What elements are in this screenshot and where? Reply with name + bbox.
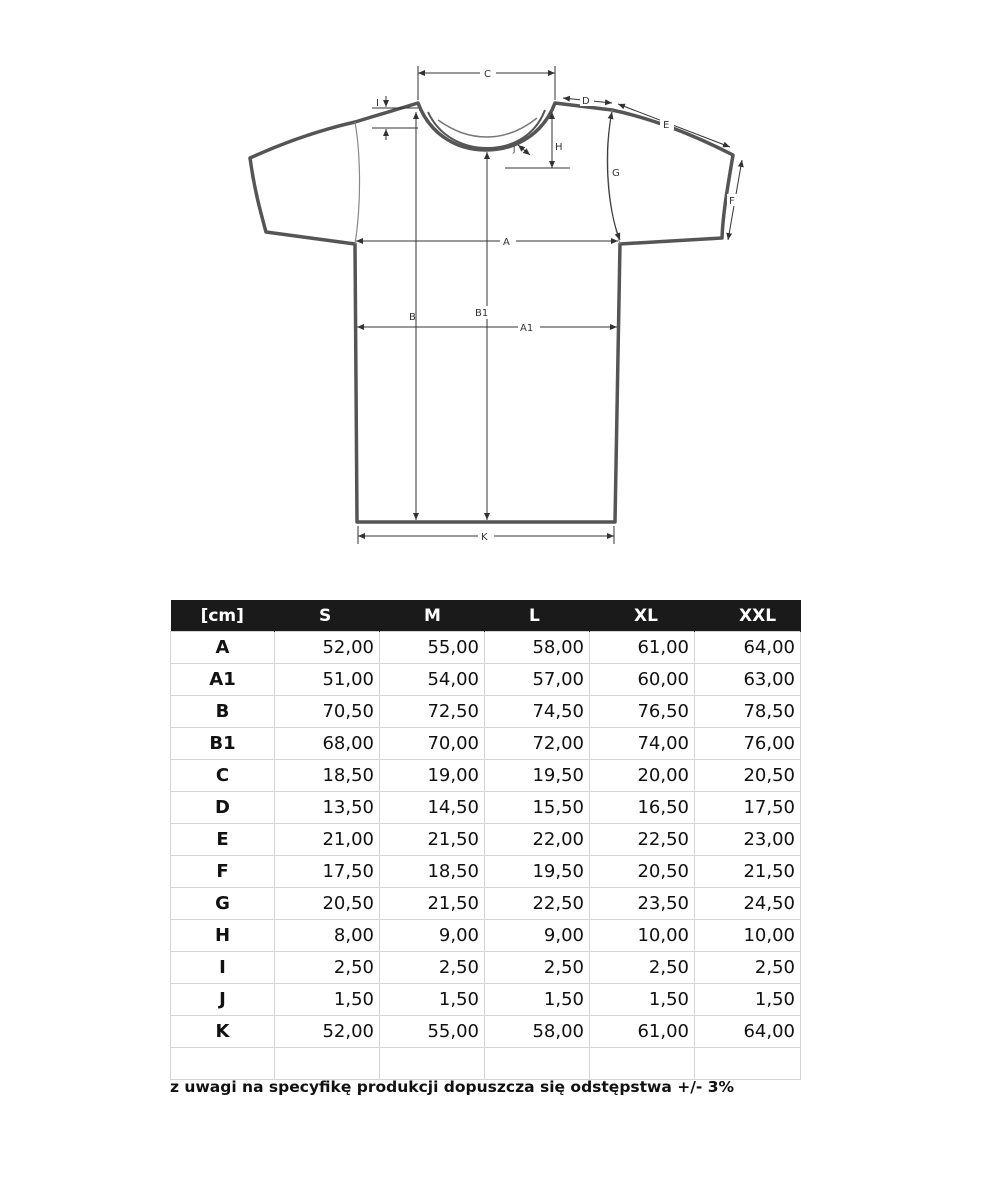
table-cell: 14,50 [380, 792, 485, 824]
row-label: E [171, 824, 275, 856]
size-header-xxl: XXL [695, 600, 801, 632]
size-table-body [171, 632, 801, 1080]
table-cell: 68,00 [275, 728, 380, 760]
table-row [171, 760, 801, 792]
row-label: C [171, 760, 275, 792]
table-cell: 2,50 [590, 952, 695, 984]
table-cell: 64,00 [695, 1016, 801, 1048]
tshirt-measurement-diagram [0, 0, 1000, 580]
table-cell: 2,50 [695, 952, 801, 984]
row-label: H [171, 920, 275, 952]
empty-cell [590, 1048, 695, 1080]
label-a: A [503, 237, 510, 248]
collar-rib-line [438, 118, 537, 137]
table-cell: 72,50 [380, 696, 485, 728]
table-row [171, 664, 801, 696]
table-row [171, 920, 801, 952]
table-cell: 9,00 [380, 920, 485, 952]
table-cell: 19,50 [485, 856, 590, 888]
label-f: F [729, 196, 735, 207]
table-cell: 18,50 [380, 856, 485, 888]
table-row [171, 856, 801, 888]
measure-j-line [518, 145, 530, 155]
table-cell: 52,00 [275, 632, 380, 664]
table-cell: 23,50 [590, 888, 695, 920]
row-label: B [171, 696, 275, 728]
table-cell: 76,50 [590, 696, 695, 728]
table-row [171, 952, 801, 984]
tolerance-note: z uwagi na specyfikę produkcji dopuszcza się odstępstwa +/- 3% [170, 1078, 735, 1096]
table-cell: 8,00 [275, 920, 380, 952]
row-label: J [171, 984, 275, 1016]
collar-inner-line [428, 110, 545, 148]
table-cell: 20,50 [275, 888, 380, 920]
table-cell: 55,00 [380, 632, 485, 664]
table-cell: 78,50 [695, 696, 801, 728]
row-label: I [171, 952, 275, 984]
table-row [171, 824, 801, 856]
table-cell: 64,00 [695, 632, 801, 664]
table-row [171, 792, 801, 824]
table-cell: 55,00 [380, 1016, 485, 1048]
label-b: B [409, 312, 416, 323]
table-cell: 2,50 [275, 952, 380, 984]
table-cell: 60,00 [590, 664, 695, 696]
table-cell: 16,50 [590, 792, 695, 824]
empty-cell [695, 1048, 801, 1080]
table-cell: 10,00 [590, 920, 695, 952]
table-cell: 1,50 [590, 984, 695, 1016]
table-cell: 22,00 [485, 824, 590, 856]
table-row [171, 984, 801, 1016]
table-cell: 70,50 [275, 696, 380, 728]
label-k: K [481, 532, 488, 543]
table-cell: 19,50 [485, 760, 590, 792]
size-header-m: M [380, 600, 485, 632]
label-h: H [555, 142, 563, 153]
empty-cell [485, 1048, 590, 1080]
table-cell: 76,00 [695, 728, 801, 760]
table-cell: 2,50 [380, 952, 485, 984]
row-label: A1 [171, 664, 275, 696]
table-cell: 1,50 [275, 984, 380, 1016]
table-cell: 51,00 [275, 664, 380, 696]
label-a1: A1 [520, 323, 534, 334]
table-cell: 21,00 [275, 824, 380, 856]
table-cell: 1,50 [485, 984, 590, 1016]
table-cell: 19,00 [380, 760, 485, 792]
table-cell: 1,50 [695, 984, 801, 1016]
label-d: D [582, 96, 590, 107]
size-table [170, 600, 801, 1080]
table-cell: 2,50 [485, 952, 590, 984]
table-cell: 13,50 [275, 792, 380, 824]
label-b1: B1 [475, 308, 489, 319]
table-cell: 24,50 [695, 888, 801, 920]
table-cell: 23,00 [695, 824, 801, 856]
table-cell: 74,50 [485, 696, 590, 728]
size-table-header-row [171, 600, 801, 632]
table-row [171, 1016, 801, 1048]
label-j: J [513, 145, 516, 154]
table-row [171, 728, 801, 760]
table-cell: 70,00 [380, 728, 485, 760]
table-cell: 22,50 [485, 888, 590, 920]
table-cell: 58,00 [485, 1016, 590, 1048]
table-cell: 17,50 [275, 856, 380, 888]
size-header-s: S [275, 600, 380, 632]
table-row [171, 696, 801, 728]
row-label: K [171, 1016, 275, 1048]
table-cell: 61,00 [590, 632, 695, 664]
table-cell: 9,00 [485, 920, 590, 952]
table-cell: 1,50 [380, 984, 485, 1016]
table-cell: 18,50 [275, 760, 380, 792]
table-cell: 10,00 [695, 920, 801, 952]
table-cell: 54,00 [380, 664, 485, 696]
table-cell: 74,00 [590, 728, 695, 760]
table-row [171, 632, 801, 664]
row-label: A [171, 632, 275, 664]
table-cell: 15,50 [485, 792, 590, 824]
row-label: F [171, 856, 275, 888]
table-row [171, 888, 801, 920]
table-cell: 21,50 [380, 888, 485, 920]
table-cell: 61,00 [590, 1016, 695, 1048]
size-header-l: L [485, 600, 590, 632]
table-cell: 20,00 [590, 760, 695, 792]
table-cell: 22,50 [590, 824, 695, 856]
empty-cell [380, 1048, 485, 1080]
row-label: D [171, 792, 275, 824]
empty-row [171, 1048, 801, 1080]
size-header-xl: XL [590, 600, 695, 632]
label-i: I [376, 98, 379, 109]
left-shoulder-seam [355, 122, 360, 244]
unit-header: [cm] [171, 600, 275, 632]
row-label: B1 [171, 728, 275, 760]
label-c: C [484, 69, 491, 80]
label-e: E [663, 120, 670, 131]
table-cell: 58,00 [485, 632, 590, 664]
table-cell: 63,00 [695, 664, 801, 696]
table-cell: 72,00 [485, 728, 590, 760]
table-cell: 57,00 [485, 664, 590, 696]
label-g: G [612, 168, 620, 179]
table-cell: 20,50 [695, 760, 801, 792]
empty-cell [171, 1048, 275, 1080]
table-cell: 20,50 [590, 856, 695, 888]
table-cell: 52,00 [275, 1016, 380, 1048]
table-cell: 21,50 [695, 856, 801, 888]
row-label: G [171, 888, 275, 920]
table-cell: 17,50 [695, 792, 801, 824]
table-cell: 21,50 [380, 824, 485, 856]
empty-cell [275, 1048, 380, 1080]
